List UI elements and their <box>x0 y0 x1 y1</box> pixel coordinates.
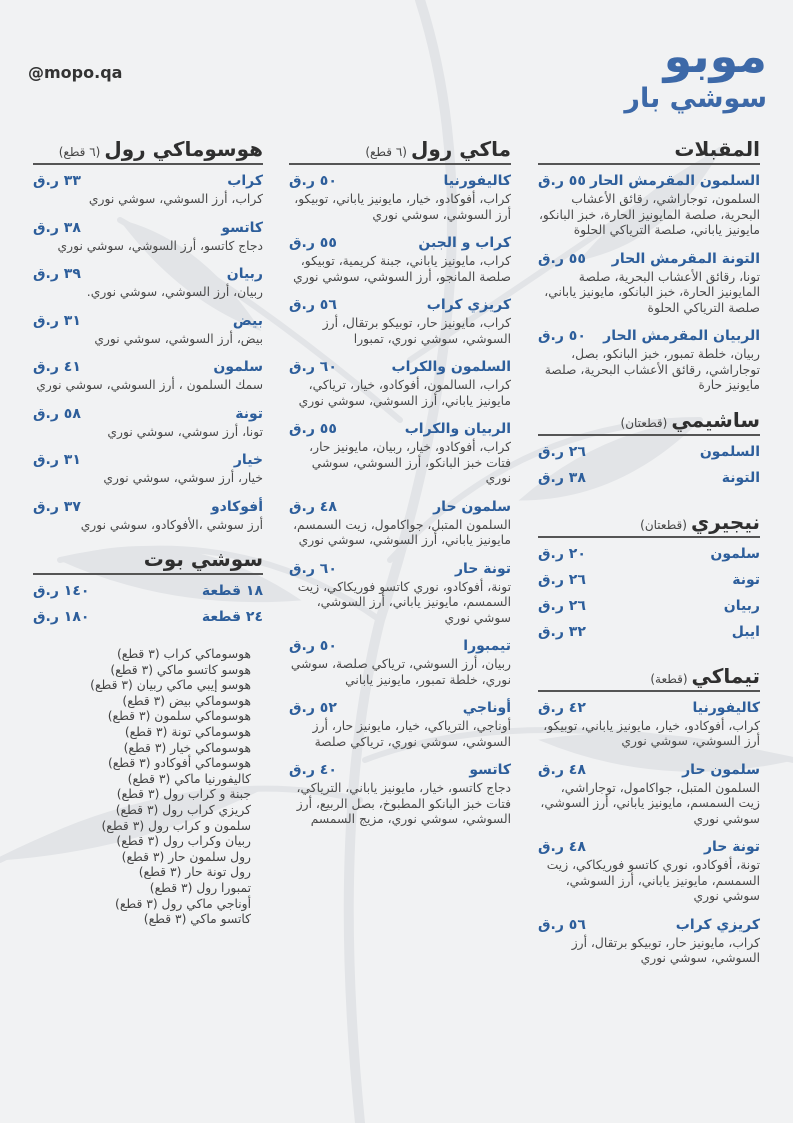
item-name: تونة حار <box>703 839 760 855</box>
item-name: التونة المقرمش الحار <box>611 250 760 267</box>
price-row <box>538 624 760 650</box>
menu-item <box>289 173 511 223</box>
price-row <box>33 583 263 609</box>
list-item: كاتسو ماكي (٣ قطع) <box>143 912 251 927</box>
menu-item <box>33 173 263 208</box>
section-title: المقبلات <box>674 137 760 161</box>
menu-column-left <box>33 137 263 928</box>
menu-item <box>33 452 263 487</box>
menu-item <box>538 251 760 317</box>
item-price: ٢٦ ر.ق <box>538 597 586 614</box>
menu-item <box>289 235 511 285</box>
item-price: ١٤٠ ر.ق <box>33 583 90 599</box>
price-row <box>538 546 760 572</box>
item-name: أوناجي <box>462 700 511 716</box>
item-name: سلمون <box>710 545 760 562</box>
item-description: كراب، مايونيز ياباني، جبنة كريمية، توبيكو، صلصة المانجو، أرز السوشي، سوشي نوري <box>293 254 511 284</box>
menu-item <box>33 220 263 255</box>
item-description: كراب، السالمون، أفوكادو، خيار، ترياكي، مايونيز ياباني، أرز السوشي، سوشي نوري <box>298 378 511 408</box>
item-name: الربيان المقرمش الحار <box>603 328 760 344</box>
menu-column-middle <box>289 137 511 828</box>
section-header-sashimi <box>538 408 760 436</box>
item-price: ٤٨ ر.ق <box>538 761 586 778</box>
section-note: (قطعة) <box>650 671 688 686</box>
section-title: هوسوماكي رول <box>104 137 263 161</box>
item-name: ١٨ قطعة <box>201 583 263 599</box>
item-name: تونة <box>732 571 760 588</box>
item-name: بيض <box>232 312 263 329</box>
item-description: تونا، رقائق الأعشاب البحرية، صلصة المايونيز الحارة، خبز البانكو، مايونيز ياباني، صلصة الترياكي الحلوة <box>544 269 760 315</box>
menu-item <box>289 700 511 750</box>
item-name: كراب <box>227 173 263 189</box>
item-price: ٥٥ ر.ق <box>289 421 337 437</box>
item-description: تونة، أفوكادو، نوري كاتسو فوريكاكي، زيت السمسم، مايونيز ياباني، أرز السوشي، سوشي نوري <box>297 579 511 625</box>
item-description: السلمون، توجاراشي، رقائق الأعشاب البحرية، صلصة المايونيز الحارة، خبز البانكو، مايونيز ياباني، صلصة الترياكي الحلوة <box>538 192 760 237</box>
item-name: ربيان <box>226 266 263 282</box>
item-price: ٥٥ ر.ق <box>538 173 586 189</box>
item-price: ٢٦ ر.ق <box>538 443 586 460</box>
item-description: كراب، أرز السوشي، سوشي نوري <box>88 192 263 206</box>
menu-item <box>289 638 511 688</box>
menu-item <box>33 266 263 301</box>
item-price: ٣٩ ر.ق <box>33 266 81 282</box>
list-item: أوناجي ماكي رول (٣ قطع) <box>115 896 251 911</box>
item-name: سلمون حار <box>682 761 760 778</box>
item-price: ٣١ ر.ق <box>33 312 81 329</box>
item-name: كريزي كراب <box>426 297 511 313</box>
menu-item <box>289 762 511 828</box>
menu-item <box>538 762 760 828</box>
menu-item <box>289 359 511 409</box>
list-item: هوسوماكي أفوكادو (٣ قطع) <box>107 756 251 771</box>
list-item: هوسو كاتسو ماكي (٣ قطع) <box>110 662 251 677</box>
list-item: هوسوماكي بيض (٣ قطع) <box>122 693 251 708</box>
section-header-sushi-boat <box>33 547 263 575</box>
section-title: ساشيمي <box>671 407 760 432</box>
section-header-maki <box>289 137 511 165</box>
list-item: سلمون و كراب رول (٣ قطع) <box>101 818 251 833</box>
item-name: كاتسو <box>469 762 511 778</box>
menu-item <box>289 421 511 487</box>
menu-item <box>538 328 760 394</box>
section-title: نيجيري <box>690 509 760 534</box>
price-row <box>538 598 760 624</box>
item-price: ٥٠ ر.ق <box>289 173 337 189</box>
item-description: خيار، أرز سوشي، سوشي نوري <box>103 471 263 485</box>
item-price: ٤٠ ر.ق <box>289 762 337 778</box>
brand-subtitle: سوشي بار <box>624 83 767 114</box>
item-price: ٥٥ ر.ق <box>289 235 337 251</box>
item-price: ٤١ ر.ق <box>33 359 81 375</box>
item-description: كراب، مايونيز حار، توبيكو برتقال، أرز السوشي، سوشي نوري، تمبورا <box>322 316 511 346</box>
item-name: السلمون <box>699 443 760 460</box>
item-name: كريزي كراب <box>675 916 760 933</box>
item-name: تيمبورا <box>463 638 511 654</box>
item-price: ٣٨ ر.ق <box>538 469 586 486</box>
item-description: تونة، أفوكادو، نوري كاتسو فوريكاكي، زيت السمسم، مايونيز ياباني، أرز السوشي، سوشي نوري <box>546 858 760 903</box>
item-description: بيض، أرز السوشي، سوشي نوري <box>94 331 263 346</box>
item-name: ايبل <box>731 623 760 640</box>
instagram-handle: @mopo.qa <box>28 63 123 82</box>
item-price: ٣٨ ر.ق <box>33 219 81 236</box>
item-description: كراب، أفوكادو، خيار، ربيان، مايونيز حار، فتات خبز البانكو، أرز السوشي، سوشي نوري <box>309 440 511 485</box>
item-name: السلمون المقرمش الحار <box>589 173 760 189</box>
menu-item <box>538 839 760 905</box>
item-price: ١٨٠ ر.ق <box>33 609 90 625</box>
item-price: ٦٠ ر.ق <box>289 359 337 375</box>
list-item: هوسوماكي تونة (٣ قطع) <box>124 724 251 739</box>
item-price: ٣٣ ر.ق <box>33 173 81 189</box>
section-note: (قطعتان) <box>620 415 668 430</box>
price-row <box>538 470 760 496</box>
section-title: سوشي بوت <box>143 547 263 571</box>
item-price: ٤٨ ر.ق <box>538 839 586 855</box>
item-description: أوناجي، الترياكي، خيار، مايونيز حار، أرز السوشي، سوشي نوري، ترياكي صلصة <box>312 719 511 749</box>
list-item: رول سلمون حار (٣ قطع) <box>121 849 251 864</box>
section-title: ماكي رول <box>410 137 511 161</box>
price-row <box>33 609 263 635</box>
item-price: ٣٢ ر.ق <box>538 623 586 640</box>
menu-item <box>538 173 760 239</box>
item-name: تونة <box>235 405 263 422</box>
item-description: أرز سوشي ،الأفوكادو، سوشي نوري <box>80 517 263 532</box>
section-header-starters <box>538 137 760 165</box>
list-item: كاليفورنيا ماكي (٣ قطع) <box>127 771 251 786</box>
item-price: ٥٦ ر.ق <box>538 916 586 933</box>
menu-item <box>33 313 263 348</box>
item-name: السلمون والكراب <box>391 359 511 375</box>
item-price: ٥٥ ر.ق <box>538 250 586 267</box>
item-price: ٥٨ ر.ق <box>33 405 81 422</box>
item-price: ٤٨ ر.ق <box>289 498 337 515</box>
item-price: ٥٦ ر.ق <box>289 297 337 313</box>
item-price: ٥٠ ر.ق <box>289 638 337 654</box>
sushi-boat-contents <box>33 647 263 928</box>
price-row <box>538 572 760 598</box>
list-item: هوسو إيبي ماكي ربيان (٣ قطع) <box>90 678 251 693</box>
item-name: كراب و الجبن <box>418 235 511 251</box>
section-title: تيماكي <box>691 663 760 688</box>
item-price: ٣١ ر.ق <box>33 452 81 468</box>
item-description: ربيان، أرز السوشي، ترياكي صلصة، سوشي نوري، خلطة تمبور، مايونيز ياباني <box>290 657 511 687</box>
menu-item <box>33 359 263 394</box>
item-description: دجاج كاتسو، خيار، مايونيز ياباني، الترياكي، فتات خبز البانكو المطبوخ، بصل الربيع، أرز السوشي، سوشي نوري، مزيج السمسم <box>296 781 511 826</box>
list-item: كريزي كراب رول (٣ قطع) <box>115 802 251 817</box>
list-item: رول تونة حار (٣ قطع) <box>138 865 251 880</box>
item-price: ٢٠ ر.ق <box>538 545 586 562</box>
price-row <box>538 444 760 470</box>
section-note: (٦ قطع) <box>58 145 101 159</box>
item-price: ٣٧ ر.ق <box>33 498 81 515</box>
list-item: هوسوماكي خيار (٣ قطع) <box>123 740 251 755</box>
item-description: كراب، أفوكادو، خيار، مايونيز ياباني، توبيكو، أرز السوشي، سوشي نوري <box>543 718 760 748</box>
menu-item <box>289 561 511 627</box>
item-name: أفوكادو <box>210 498 263 515</box>
item-description: ربيان، خلطة تمبور، خبز البانكو، بصل، توجاراشي، رقائق الأعشاب البحرية، صلصة مايونيز حارة <box>544 347 760 392</box>
item-name: كاتسو <box>221 219 263 236</box>
menu-item <box>33 499 263 534</box>
item-description: السلمون المتبل، جواكامول، توجاراشي، زيت السمسم، مايونيز ياباني، أرز السوشي، سوشي نوري <box>540 780 760 826</box>
item-price: ٤٢ ر.ق <box>538 699 586 716</box>
menu-item <box>289 499 511 549</box>
item-name: سلمون <box>213 359 263 375</box>
list-item: هوسوماكي سلمون (٣ قطع) <box>107 709 251 724</box>
list-item: هوسوماكي كراب (٣ قطع) <box>116 647 251 661</box>
item-name: تونة حار <box>454 560 511 577</box>
item-name: سلمون حار <box>433 498 511 515</box>
item-description: تونا، أرز سوشي، سوشي نوري <box>107 424 263 439</box>
brand-name: موبو <box>663 29 767 83</box>
item-name: كاليفورنيا <box>443 173 511 189</box>
section-header-hosomaki <box>33 137 263 165</box>
section-note: (قطعتان) <box>640 517 687 532</box>
item-price: ٥٠ ر.ق <box>538 328 586 344</box>
item-description: كراب، أفوكادو، خيار، مايونيز ياباني، توبيكو، أرز السوشي، سوشي نوري <box>294 192 511 222</box>
item-name: التونة <box>721 469 760 486</box>
item-description: سمك السلمون ، أرز السوشي، سوشي نوري <box>36 378 263 392</box>
list-item: جبنة و كراب رول (٣ قطع) <box>116 787 251 802</box>
item-name: ربيان <box>723 597 760 614</box>
item-name: ٢٤ قطعة <box>201 609 263 625</box>
item-description: دجاج كاتسو، أرز السوشي، سوشي نوري <box>57 238 263 253</box>
menu-item <box>538 700 760 750</box>
item-description: كراب، مايونيز حار، توبيكو برتقال، أرز السوشي، سوشي نوري <box>571 935 760 965</box>
menu-item <box>289 297 511 347</box>
item-price: ٢٦ ر.ق <box>538 571 586 588</box>
item-name: كاليفورنيا <box>692 699 760 716</box>
item-description: السلمون المتبل، جواكامول، زيت السمسم، مايونيز ياباني، أرز السوشي، سوشي نوري <box>293 517 511 547</box>
list-item: تمبورا رول (٣ قطع) <box>149 880 251 895</box>
item-name: خيار <box>233 452 263 468</box>
section-note: (٦ قطع) <box>365 145 407 159</box>
list-item: ربيان وكراب رول (٣ قطع) <box>116 834 251 849</box>
item-price: ٦٠ ر.ق <box>289 560 337 577</box>
menu-column-right <box>538 137 760 967</box>
section-header-nigiri <box>538 510 760 538</box>
menu-item <box>538 917 760 967</box>
item-price: ٥٢ ر.ق <box>289 700 337 716</box>
item-name: الربيان والكراب <box>404 421 511 437</box>
brand-logo <box>624 30 767 116</box>
item-description: ربيان، أرز السوشي، سوشي نوري. <box>86 285 263 299</box>
menu-item <box>33 406 263 441</box>
section-header-temaki <box>538 664 760 692</box>
